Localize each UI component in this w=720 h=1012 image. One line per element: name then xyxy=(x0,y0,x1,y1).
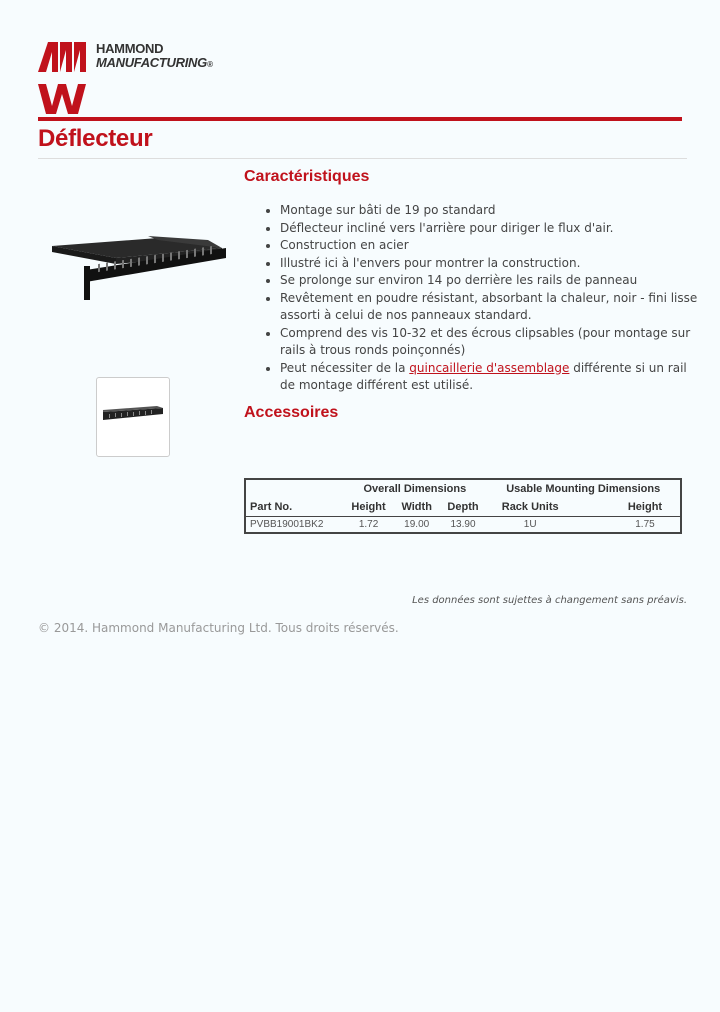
empty-header-cell xyxy=(245,479,343,498)
logo-wordmark xyxy=(96,42,213,72)
table-row xyxy=(245,517,681,534)
table-group-header xyxy=(245,479,681,498)
col-rack-units: Rack Units xyxy=(501,501,559,513)
col-depth: Depth xyxy=(447,501,479,513)
feature-item: • Se prolonge sur environ 14 po derrière les rails de panneau xyxy=(280,272,705,290)
cell-width: 19.00 xyxy=(394,517,440,534)
feature-item: • Revêtement en poudre résistant, absorbant la chaleur, noir - fini lisse assorti à celui de nos panneaux standard. xyxy=(280,290,705,325)
features-list xyxy=(262,202,705,395)
feature-item: • Déflecteur incliné vers l'arrière pour diriger le flux d'air. xyxy=(280,220,705,238)
title-divider xyxy=(38,158,687,159)
feature-text-before: Peut nécessiter de la xyxy=(280,360,410,375)
copyright: © 2014. Hammond Manufacturing Ltd. Tous droits réservés. xyxy=(38,621,399,635)
col-usable-height: Height xyxy=(627,501,663,513)
hammond-logo-icon xyxy=(38,42,90,114)
features-heading: Caractéristiques xyxy=(244,168,370,185)
feature-item: • Construction en acier xyxy=(280,237,705,255)
product-photo-icon xyxy=(48,226,226,304)
registered-mark: ® xyxy=(206,60,213,69)
cell-rack-units: 1U xyxy=(486,517,574,534)
feature-item xyxy=(280,360,705,395)
cell-usable-height: 1.75 xyxy=(574,517,681,534)
dimensions-table xyxy=(244,478,682,534)
disclaimer: Les données sont sujettes à changement sans préavis. xyxy=(412,595,687,606)
logo-line-1: HAMMOND xyxy=(96,41,164,56)
company-logo xyxy=(38,42,228,114)
hardware-link[interactable]: quincaillerie d'assemblage xyxy=(409,360,570,375)
feature-item: • Montage sur bâti de 19 po standard xyxy=(280,202,705,220)
group-usable-dimensions: Usable Mounting Dimensions xyxy=(506,483,661,495)
cell-height: 1.72 xyxy=(343,517,393,534)
cell-part-no: PVBB19001BK2 xyxy=(245,517,343,534)
col-width: Width xyxy=(401,501,432,513)
product-thumbnail-icon xyxy=(97,378,169,456)
logo-line-2: MANUFACTURING xyxy=(96,55,207,70)
col-height: Height xyxy=(351,501,386,513)
col-part-no: Part No. xyxy=(250,501,293,513)
feature-item: • Comprend des vis 10-32 et des écrous clipsables (pour montage sur rails à trous ronds poinçonnés) xyxy=(280,325,705,360)
page-title: Déflecteur xyxy=(38,125,153,152)
feature-text-after: différente si un rail de montage différent est utilisé. xyxy=(280,360,687,392)
feature-item: • Illustré ici à l'envers pour montrer la construction. xyxy=(280,255,705,273)
header-divider xyxy=(38,117,682,121)
table-column-header xyxy=(245,498,681,517)
product-thumbnail[interactable] xyxy=(96,377,170,457)
cell-depth: 13.90 xyxy=(440,517,487,534)
group-overall-dimensions: Overall Dimensions xyxy=(363,483,467,495)
accessories-heading: Accessoires xyxy=(244,404,339,421)
